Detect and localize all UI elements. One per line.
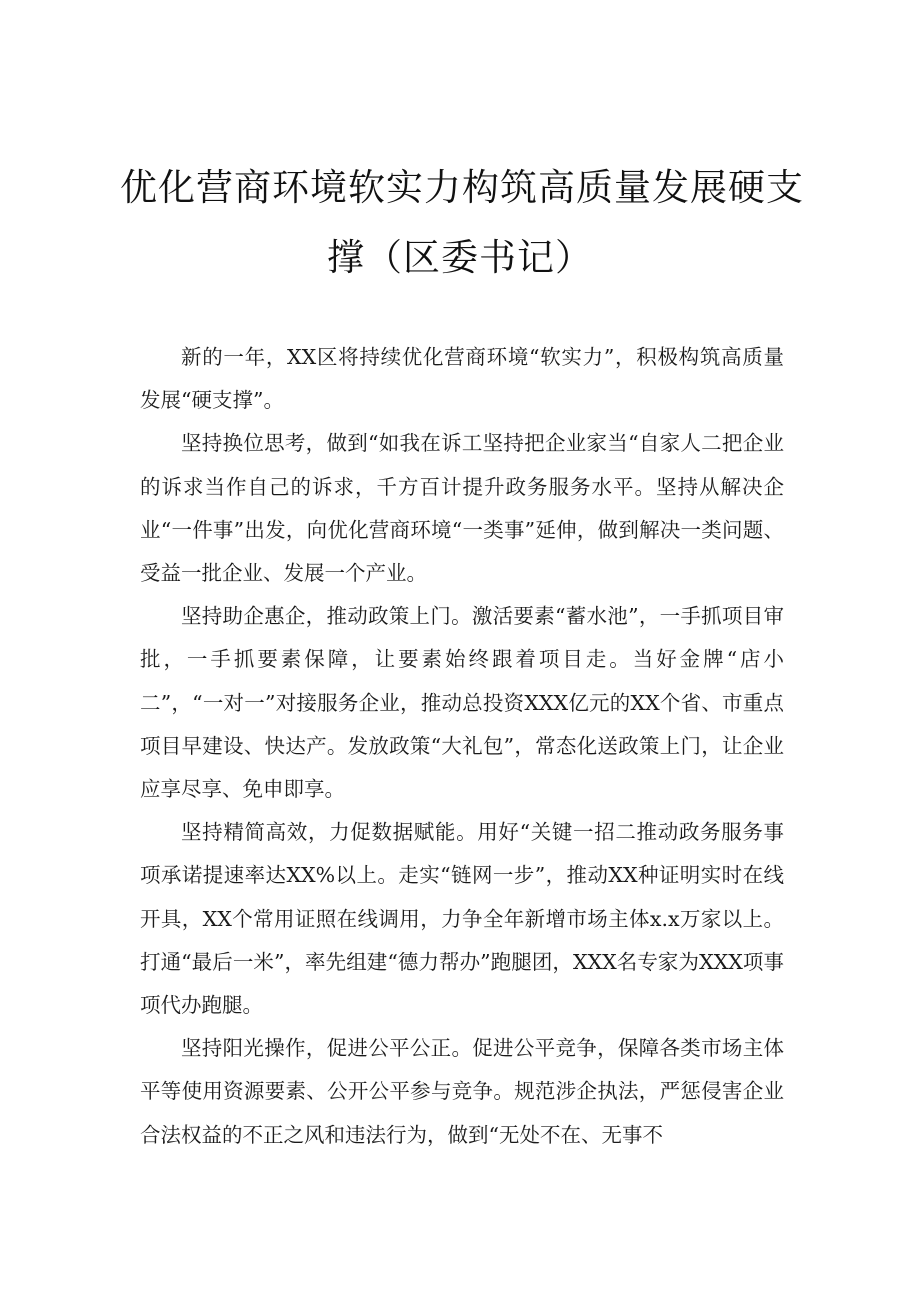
paragraph-perspective: 坚持换位思考，做到“如我在诉工坚持把企业家当“自家人二把企业的诉求当作自己的诉求，千方百计提升政务服务水平。坚持从解决企业“一件事”出发，向优化营商环境“一类事”延伸，做到解决一类问题、受益一批企业、发展一个产业。 — [140, 431, 784, 586]
paragraph-policy: 坚持助企惠企，推动政策上门。激活要素“蓄水池”，一手抓项目审批，一手抓要素保障，让要素始终跟着项目走。当好金牌“店小二”，“一对一”对接服务企业，推动总投资XXX亿元的XX个省、市重点项目早建设、快达产。发放政策“大礼包”，常态化送政策上门，让企业应享尽享、免申即享。 — [140, 604, 784, 802]
paragraph-intro: 新的一年，XX区将持续优化营商环境“软实力”，积极构筑高质量发展“硬支撑”。 — [140, 345, 784, 413]
paragraph-efficiency: 坚持精简高效，力促数据赋能。用好“关键一招二推动政务服务事项承诺提速率达XX%以上。走实“链网一步”，推动XX种证明实时在线开具，XX个常用证照在线调用，力争全年新增市场主体x.x万家以上。打通“最后一米”，率先组建“德力帮办”跑腿团，XXX名专家为XXX项事项代办跑腿。 — [140, 820, 784, 1018]
document-title-line-1: 优化营商环境软实力构筑高质量发展硬支 — [120, 166, 804, 209]
paragraph-fairness: 坚持阳光操作，促进公平公正。促进公平竞争，保障各类市场主体平等使用资源要素、公开公平参与竞争。规范涉企执法，严惩侵害企业合法权益的不正之风和违法行为，做到“无处不在、无事不 — [140, 1036, 784, 1147]
document-body — [140, 336, 784, 1157]
document-title-line-2: 撑（区委书记） — [327, 236, 593, 279]
